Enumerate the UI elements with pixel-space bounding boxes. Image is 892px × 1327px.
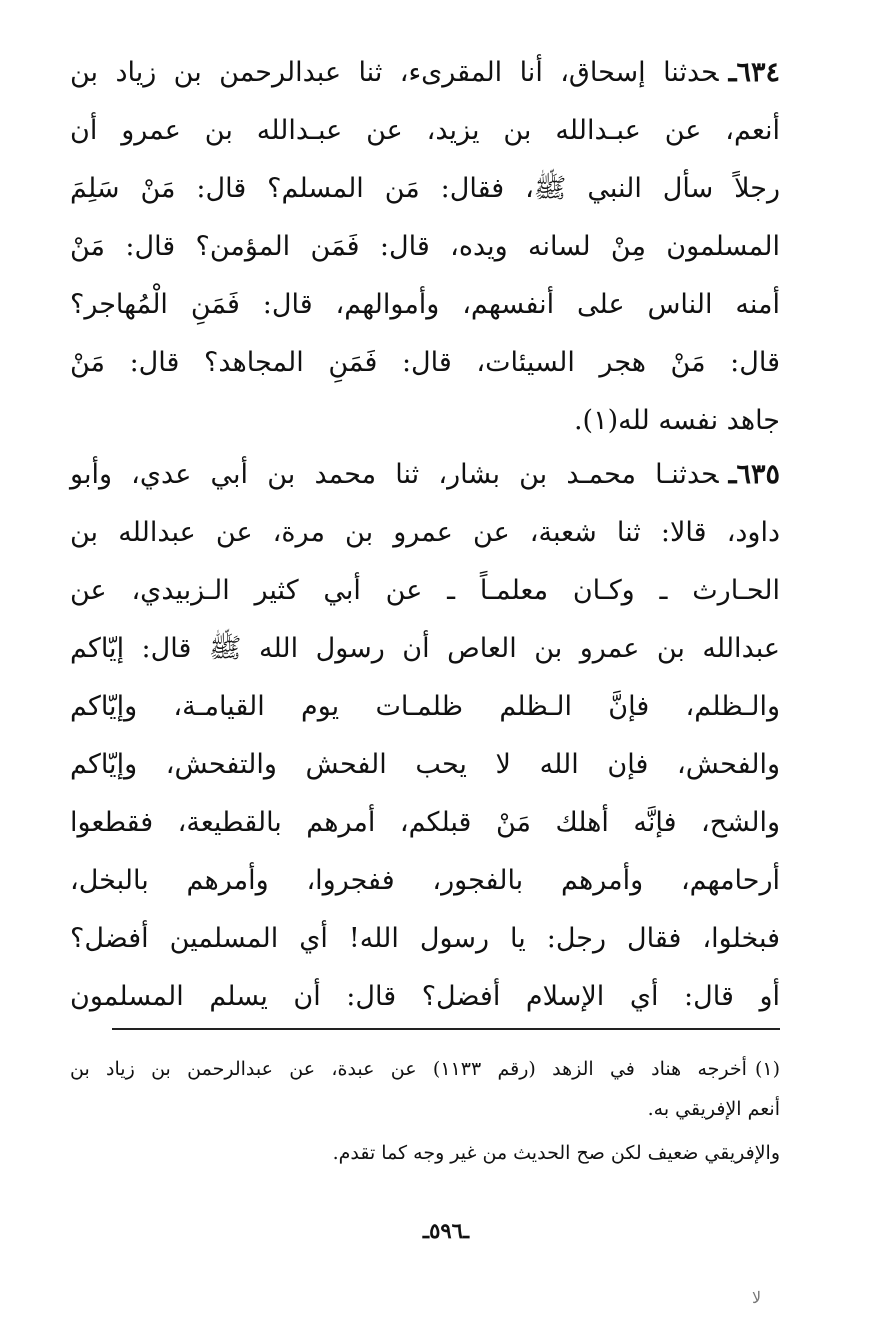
footnote-divider xyxy=(112,1028,780,1030)
hadith-635-line-5: والـظلم، فإنَّ الـظلم ظلمـات يوم القيامـة، وإيّاكم xyxy=(70,691,780,722)
hadith-634-number: ٦٣٤ـ xyxy=(728,57,780,88)
hadith-634-line-5: أمنه الناس على أنفسهم، وأموالهم، قال: فَمَنِ الْمُهاجر؟ xyxy=(70,289,780,320)
hadith-634-line-7: جاهد نفسه لله(١). xyxy=(573,405,780,436)
scan-pencil-mark: ﻻ xyxy=(752,1288,762,1307)
hadith-634-line-2: أنعم، عن عبـدالله بن يزيد، عن عبـدالله بن عمرو أن xyxy=(70,115,780,146)
hadith-635 xyxy=(70,446,780,1026)
footnote-line-3: والإفريقي ضعيف لكن صح الحديث من غير وجه كما تقدم. xyxy=(332,1142,780,1164)
hadith-634-line-3: رجلاً سأل النبي ﷺ، فقال: مَن المسلم؟ قال: مَنْ سَلِمَ xyxy=(70,173,780,204)
hadith-635-line-7: والشح، فإنَّه أهلك مَنْ قبلكم، أمرهم بالقطيعة، فقطعوا xyxy=(70,807,780,838)
footnote-line-1: (١)أخرجه هناد في الزهد (رقم ١١٣٣) عن عبدة، عن عبدالرحمن بن زياد بن xyxy=(70,1058,780,1080)
hadith-635-line-3: الحـارث ـ وكـان معلمـاً ـ عن أبي كثير الـزبيدي، عن xyxy=(70,575,780,606)
hadith-635-line-9: فبخلوا، فقال رجل: يا رسول الله! أي المسلمين أفضل؟ xyxy=(70,923,780,954)
hadith-634-line-1: ٦٣٤ـحدثنا إسحاق، أنا المقرىء، ثنا عبدالرحمن بن زياد بن xyxy=(70,57,780,88)
hadith-635-line-2: داود، قالا: ثنا شعبة، عن عمرو بن مرة، عن عبدالله بن xyxy=(70,517,780,548)
hadith-635-number: ٦٣٥ـ xyxy=(728,459,780,490)
hadith-634-line-6: قال: مَنْ هجر السيئات، قال: فَمَنِ المجاهد؟ قال: مَنْ xyxy=(70,347,780,378)
hadith-635-line-8: أرحامهم، وأمرهم بالفجور، ففجروا، وأمرهم بالبخل، xyxy=(70,865,780,896)
hadith-635-line-6: والفحش، فإن الله لا يحب الفحش والتفحش، وإيّاكم xyxy=(70,749,780,780)
hadith-634-line-4: المسلمون مِنْ لسانه ويده، قال: فَمَن المؤمن؟ قال: مَنْ xyxy=(70,231,780,262)
hadith-634 xyxy=(70,44,780,450)
hadith-635-line-1: ٦٣٥ـحدثنـا محمـد بن بشار، ثنا محمد بن أبي عدي، وأبو xyxy=(70,459,780,490)
page-number: ـ٥٩٦ـ xyxy=(422,1218,470,1243)
footnote-line-2: أنعم الإفريقي به. xyxy=(647,1098,780,1120)
footnote-marker: (١) xyxy=(754,1058,780,1080)
hadith-635-line-4: عبدالله بن عمرو بن العاص أن رسول الله ﷺ قال: إيّاكم xyxy=(70,633,780,664)
hadith-635-line-10: أو قال: أي الإسلام أفضل؟ قال: أن يسلم المسلمون xyxy=(70,981,780,1012)
